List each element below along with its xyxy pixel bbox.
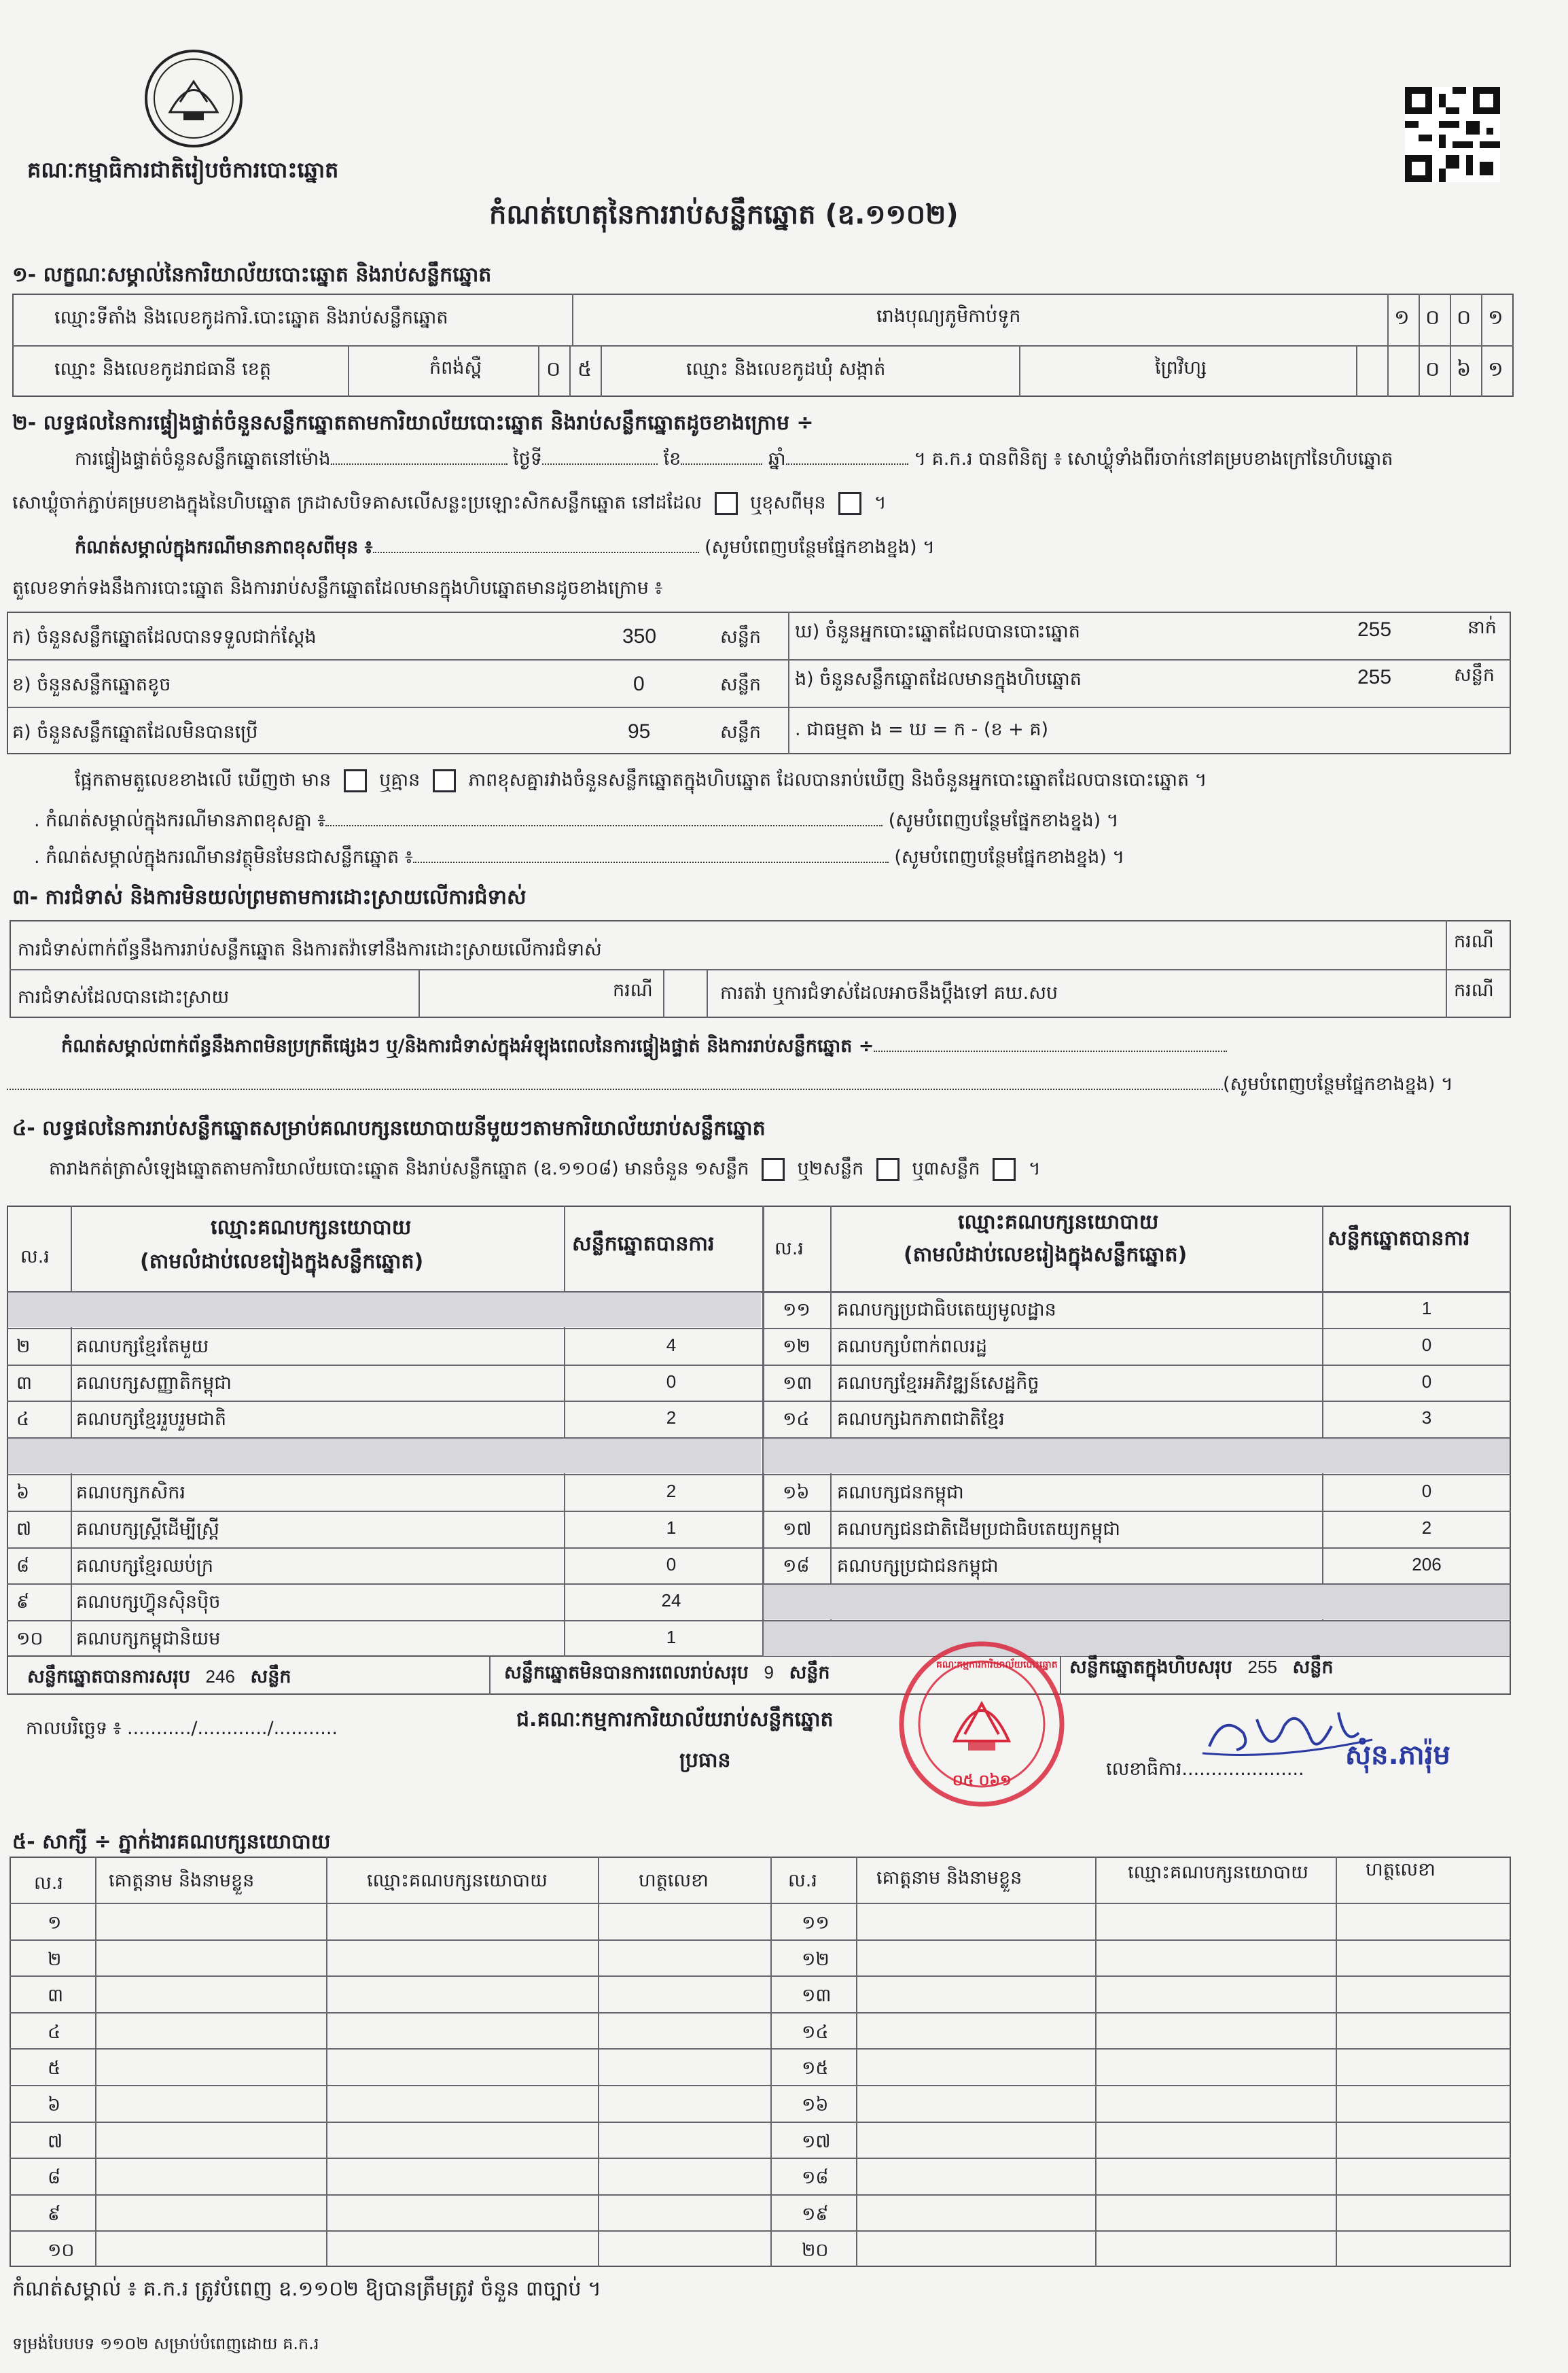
count-row-b-value: 0	[633, 673, 645, 695]
results-row-shaded	[764, 1585, 1510, 1619]
results-row-divider	[7, 1583, 762, 1585]
witness-row-no-right: ១៩	[802, 2203, 829, 2225]
count-row-c-unit: សន្លឹក	[720, 722, 761, 743]
results-row-divider	[762, 1511, 1511, 1512]
witness-row-no-right: ១១	[802, 1912, 830, 1933]
results-row-divider	[7, 1401, 762, 1402]
form-title: កំណត់ហេតុនៃការរាប់សន្លឹកឆ្នោត (ឧ.១១០២)	[489, 199, 959, 230]
result-row-no: ១៧	[783, 1518, 812, 1540]
witness-row-no-right: ១៥	[802, 2058, 829, 2079]
checkbox-same[interactable]	[715, 492, 738, 515]
committee-name: គណៈកម្មាធិការជាតិរៀបចំការបោះឆ្នោត	[27, 157, 339, 183]
results-row-divider	[762, 1401, 1511, 1402]
commune-code-1: ០	[1425, 358, 1440, 381]
witness-row-no-left: ៥	[48, 2058, 61, 2079]
result-row-votes: 3	[1421, 1407, 1432, 1428]
results-row-divider	[762, 1547, 1511, 1549]
section2-check-line: ផ្អែកតាមតួលេខខាងលើ ឃើញថា មាន ឬគ្មាន ភាពខុសគ្នារវាងចំនួនសន្លឹកឆ្នោតក្នុងហិបឆ្នោត ដែលបានរាប់ឃើញ និងចំនួនអ្នកបោះឆ្នោតដែលបានបោះឆ្នោត ។	[75, 769, 1207, 792]
result-row-no: ៨	[16, 1555, 30, 1577]
result-row-votes: 0	[666, 1371, 677, 1392]
commune-code-2: ៦	[1457, 358, 1472, 381]
chair-label: ប្រធាន	[679, 1748, 731, 1772]
official-stamp	[883, 1639, 1080, 1809]
commune-name: ព្រៃវិហ្ស	[1155, 357, 1207, 379]
results-row-divider	[7, 1620, 762, 1621]
witness-row-divider	[10, 2158, 1511, 2159]
witness-row-no-left: ៤	[48, 2021, 61, 2043]
results-col-no-left: ល.រ	[20, 1246, 50, 1267]
results-row-divider	[7, 1511, 762, 1512]
committee-sign-label: ជ.គណៈកម្មការការិយាល័យរាប់សន្លឹកឆ្នោត	[516, 1708, 834, 1732]
result-row-party: គណបក្សស្ត្រីដើម្បីស្ត្រី	[76, 1518, 219, 1540]
witness-row-divider	[10, 1939, 1511, 1941]
witness-row-divider	[10, 1903, 1511, 1904]
result-row-party: គណបក្សកម្ពុជានិយម	[76, 1628, 221, 1650]
results-row-divider	[762, 1474, 1511, 1475]
result-row-no: ១៨	[783, 1555, 810, 1577]
results-col-party-sub-right: (តាមលំដាប់លេខរៀងក្នុងសន្លឹកឆ្នោត)	[904, 1243, 1188, 1267]
footer-note: កំណត់សម្គាល់ ៖ គ.ក.រ ត្រូវបំពេញ ឧ.១១០២ ឱ្យបានត្រឹមត្រូវ ចំនួន ៣ច្បាប់ ។	[12, 2277, 601, 2301]
province-label: ឈ្មោះ និងលេខកូដរាជធានី ខេត្ត	[54, 359, 272, 380]
witness-row-no-left: ២	[48, 1948, 62, 1970]
stamp-code: ០៥ ០៦១	[952, 1772, 1012, 1789]
witness-table	[10, 1857, 1511, 2267]
section2-line1: ការផ្ទៀងផ្ទាត់ចំនួនសន្លឹកឆ្នោតនៅម៉ោង ថ្ងៃទី ខែ ឆ្នាំ ។ គ.ក.រ បានពិនិត្យ ៖ សោឃ្លុំទាំងពីរចាក់នៅគម្របខាងក្រៅនៃហិបឆ្នោត	[75, 449, 1393, 470]
witness-row-no-right: ១៣	[802, 1985, 832, 2007]
results-col-party-sub-left: (តាមលំដាប់លេខរៀងក្នុងសន្លឹកឆ្នោត)	[140, 1250, 424, 1273]
footer-form-ref: ទម្រង់បែបបទ ១១០២ សម្រាប់បំពេញដោយ គ.ក.រ	[12, 2334, 319, 2353]
result-row-votes: 0	[1421, 1371, 1432, 1392]
result-row-votes: 206	[1412, 1553, 1442, 1575]
result-row-votes: 2	[666, 1481, 677, 1501]
witness-row-divider	[10, 2194, 1511, 2196]
witness-row-divider	[10, 2048, 1511, 2050]
section2-note-invalid: . កំណត់សម្គាល់ក្នុងករណីមានវត្ថុមិនមែនជាសន្លឹកឆ្នោត ៖ (សូមបំពេញបន្ថែមផ្នែកខាងខ្នង) ។	[34, 847, 1125, 868]
count-row-b-unit: សន្លឹក	[720, 674, 761, 695]
station-code-2: ០	[1425, 306, 1440, 329]
result-row-no: ៤	[16, 1409, 30, 1430]
checkbox-different[interactable]	[838, 492, 861, 515]
section1-heading: ១- លក្ខណៈសម្គាល់នៃការិយាល័យបោះឆ្នោត និងរាប់សន្លឹកឆ្នោត	[12, 263, 492, 287]
witness-row-no-left: ១	[48, 1912, 62, 1933]
witness-row-no-right: ១៦	[802, 2094, 829, 2115]
witness-row-divider	[10, 1975, 1511, 1977]
results-row-divider	[7, 1328, 762, 1329]
result-row-party: គណបក្សបំពាក់ពលរដ្ឋ	[837, 1335, 987, 1357]
objection-row2-unit: ករណី	[613, 980, 653, 1001]
count-row-b-label: ខ) ចំនួនសន្លឹកឆ្នោតខូច	[12, 674, 171, 695]
witness-row-no-left: ១០	[48, 2240, 75, 2262]
commune-label: ឈ្មោះ និងលេខកូដឃុំ សង្កាត់	[686, 359, 886, 380]
objection-row2-label: ការជំទាស់ដែលបានដោះស្រាយ	[18, 987, 230, 1008]
witness-col-name-right: គោត្តនាម និងនាមខ្លួន	[876, 1867, 1022, 1888]
result-row-votes: 1	[666, 1517, 677, 1538]
witness-col-name-left: គោត្តនាម និងនាមខ្លួន	[109, 1870, 255, 1891]
result-row-party: គណបក្សសញ្ញាតិកម្ពុជា	[76, 1372, 232, 1394]
result-row-party: គណបក្សប្រជាធិបតេយ្យមូលដ្ឋាន	[837, 1299, 1056, 1320]
results-col-no-right: ល.រ	[774, 1238, 804, 1259]
count-row-e-unit: សន្លឹក	[1454, 665, 1495, 686]
station-name: រោងបុណ្យភូមិកាប់ទូក	[876, 306, 1021, 327]
station-label: ឈ្មោះទីតាំង និងលេខកូដការិ.បោះឆ្នោត និងរាប់សន្លឹកឆ្នោត	[54, 307, 448, 328]
qr-code	[1405, 87, 1500, 182]
objection-row1-unit: ករណី	[1454, 931, 1494, 952]
result-row-no: ១១	[783, 1299, 810, 1320]
date-field: កាលបរិច្ឆេទ ៖ .........../............/...........	[26, 1718, 338, 1739]
objection-row2-right-unit: ករណី	[1454, 980, 1494, 1001]
results-row-shaded	[764, 1621, 1510, 1656]
result-row-votes: 0	[1421, 1334, 1432, 1355]
result-row-votes: 1	[1421, 1298, 1432, 1318]
witness-row-divider	[10, 2230, 1511, 2232]
station-code-1: ១	[1394, 306, 1410, 329]
result-row-no: ១០	[16, 1628, 43, 1650]
witness-row-divider	[10, 2085, 1511, 2086]
results-col-votes-right: សន្លឹកឆ្នោតបានការ	[1328, 1227, 1470, 1250]
result-row-party: គណបក្សហ៊្វុនស៊ិនប៉ិច	[76, 1592, 221, 1613]
checkbox-has-diff[interactable]	[344, 769, 367, 792]
result-row-votes: 4	[666, 1334, 677, 1355]
result-row-no: ១៣	[783, 1372, 813, 1394]
results-row-divider	[762, 1365, 1511, 1366]
commune-code-3: ១	[1488, 358, 1503, 381]
section4-heading: ៤- លទ្ធផលនៃការរាប់សន្លឹកឆ្នោតសម្រាប់គណបក្សនយោបាយនីមួយៗតាមការិយាល័យរាប់សន្លឹកឆ្នោត	[12, 1117, 766, 1140]
result-row-party: គណបក្សប្រជាជនកម្ពុជា	[837, 1555, 999, 1577]
result-row-votes: 24	[661, 1590, 681, 1611]
result-row-party: គណបក្សខ្មែរអភិវឌ្ឍន៍សេដ្ឋកិច្ច	[837, 1372, 1039, 1394]
checkbox-1-sheet[interactable]	[762, 1158, 785, 1181]
witness-row-no-left: ៦	[48, 2094, 61, 2115]
section2-intro: តួលេខទាក់ទងនឹងការបោះឆ្នោត និងការរាប់សន្លឹកឆ្នោតដែលមានក្នុងហិបឆ្នោតមានដូចខាងក្រោម ៖	[12, 578, 663, 599]
count-row-a-label: ក) ចំនួនសន្លឹកឆ្នោតដែលបានទទួលជាក់ស្តែង	[12, 627, 317, 648]
result-row-party: គណបក្សកសិករ	[76, 1482, 185, 1503]
province-code-2: ៥	[577, 358, 592, 381]
result-row-votes: 2	[666, 1407, 677, 1428]
section3-heading: ៣- ការជំទាស់ និងការមិនយល់ព្រមតាមការដោះស្រាយលើការជំទាស់	[12, 885, 527, 909]
section2-line2: សោឃ្លុំចាក់ភ្ជាប់គម្របខាងក្នុងនៃហិបឆ្នោត ក្រដាសបិទគាសលើសន្លះប្រឡោះសិកសន្លឹកឆ្នោត នៅដដែល ឬខុសពីមុន ។	[12, 492, 887, 515]
result-row-votes: 1	[666, 1627, 677, 1648]
result-row-votes: 0	[666, 1553, 677, 1575]
results-row-shaded	[8, 1439, 761, 1473]
count-formula: . ជាធម្មតា ង = ឃ = ក - (ខ + គ)	[795, 719, 1049, 740]
signature	[1196, 1685, 1495, 1801]
results-col-votes-left: សន្លឹកឆ្នោតបានការ	[572, 1232, 715, 1256]
result-row-no: ៣	[16, 1372, 33, 1394]
count-row-e-label: ង) ចំនួនសន្លឹកឆ្នោតដែលមានក្នុងហិបឆ្នោត	[795, 669, 1082, 690]
result-row-votes: 2	[1421, 1517, 1432, 1538]
section5-heading: ៥- សាក្សី ÷ ភ្នាក់ងារគណបក្សនយោបាយ	[12, 1830, 331, 1854]
results-row-shaded	[764, 1439, 1510, 1473]
witness-col-sign-left: ហត្ថលេខា	[639, 1870, 709, 1891]
count-row-a-value: 350	[622, 625, 657, 648]
witness-col-party-left: ឈ្មោះគណបក្សនយោបាយ	[367, 1870, 548, 1891]
result-row-party: គណបក្សឯកភាពជាតិខ្មែរ	[837, 1409, 1005, 1430]
results-row-shaded	[8, 1293, 761, 1327]
witness-row-no-right: ១៨	[802, 2167, 829, 2189]
valid-total: សន្លឹកឆ្នោតបានការសរុប 246 សន្លឹក	[27, 1666, 291, 1687]
province-name: កំពង់ស្ពឺ	[429, 357, 482, 379]
count-row-c-label: គ) ចំនួនសន្លឹកឆ្នោតដែលមិនបានប្រើ	[12, 722, 258, 743]
results-row-divider	[7, 1547, 762, 1549]
results-col-party-left: ឈ្មោះគណបក្សនយោបាយ	[211, 1216, 412, 1240]
invalid-total: សន្លឹកឆ្នោតមិនបានការពេលរាប់សរុប 9 សន្លឹក	[504, 1662, 830, 1683]
result-row-party: គណបក្សជនកម្ពុជា	[837, 1482, 964, 1503]
witness-row-no-left: ៧	[48, 2130, 63, 2152]
count-row-d-unit: នាក់	[1467, 617, 1497, 638]
witness-row-no-right: ១៧	[802, 2130, 831, 2152]
station-code-3: ០	[1457, 306, 1472, 329]
result-row-votes: 0	[1421, 1481, 1432, 1501]
section2-heading: ២- លទ្ធផលនៃការផ្ទៀងផ្ទាត់ចំនួនសន្លឹកឆ្នោតតាមការិយាល័យបោះឆ្នោត និងរាប់សន្លឹកឆ្នោតដូចខាងក្រោម ÷	[12, 411, 814, 435]
result-row-no: ១៤	[783, 1409, 810, 1430]
checkbox-3-sheets[interactable]	[993, 1158, 1016, 1181]
count-row-a-unit: សន្លឹក	[720, 627, 761, 648]
result-row-no: ៦	[16, 1482, 30, 1503]
witness-row-no-left: ៣	[48, 1985, 64, 2007]
witness-row-divider	[10, 2122, 1511, 2123]
section2-note-diff2: . កំណត់សម្គាល់ក្នុងករណីមានភាពខុសគ្នា ៖ (សូមបំពេញបន្ថែមផ្នែកខាងខ្នង) ។	[34, 810, 1119, 831]
box-total: សន្លឹកឆ្នោតក្នុងហិបសរុប 255 សន្លឹក	[1069, 1657, 1334, 1678]
witness-row-divider	[10, 2012, 1511, 2014]
count-row-d-value: 255	[1357, 618, 1392, 641]
results-row-divider	[7, 1474, 762, 1475]
signature-name: សុំន.ភារ៉ុម	[1345, 1740, 1450, 1771]
witness-row-no-left: ៩	[48, 2203, 61, 2225]
checkbox-2-sheets[interactable]	[876, 1158, 899, 1181]
result-row-no: ៩	[16, 1592, 30, 1613]
witness-row-no-left: ៨	[48, 2167, 61, 2189]
count-row-d-label: ឃ) ចំនួនអ្នកបោះឆ្នោតដែលបានបោះឆ្នោត	[795, 621, 1080, 642]
witness-col-no-left: ល.រ	[34, 1873, 63, 1894]
witness-row-no-right: ២០	[802, 2240, 829, 2262]
witness-col-party-right: ឈ្មោះគណបក្សនយោបាយ	[1128, 1862, 1308, 1883]
province-code-1: ០	[546, 358, 561, 381]
results-col-party-right: ឈ្មោះគណបក្សនយោបាយ	[958, 1210, 1159, 1234]
section3-note-fill: (សូមបំពេញបន្ថែមផ្នែកខាងខ្នង) ។	[7, 1074, 1453, 1095]
count-row-e-value: 255	[1357, 666, 1392, 688]
station-code-4: ១	[1488, 306, 1503, 329]
stamp-text: គណៈកម្មការការិយាល័យបោះឆ្នោត	[936, 1659, 1058, 1670]
objection-row2-right-label: ការតវ៉ា ឬការជំទាស់ដែលអាចនឹងប្តឹងទៅ គឃ.សប	[720, 983, 1058, 1004]
objection-row1-label: ការជំទាស់ពាក់ព័ន្ធនឹងការរាប់សន្លឹកឆ្នោត និងការតវ៉ាទៅនឹងការដោះស្រាយលើការជំទាស់	[18, 939, 602, 960]
witness-row-no-right: ១៤	[802, 2021, 829, 2043]
result-row-party: គណបក្សជនជាតិដើមប្រជាធិបតេយ្យកម្ពុជា	[837, 1518, 1120, 1540]
result-row-no: ២	[16, 1335, 31, 1357]
witness-row-no-right: ១២	[802, 1948, 830, 1970]
checkbox-no-diff[interactable]	[433, 769, 456, 792]
result-row-party: គណបក្សខ្មែររួបរួមជាតិ	[76, 1409, 226, 1430]
results-row-divider	[762, 1328, 1511, 1329]
section3-note: កំណត់សម្គាល់ពាក់ព័ន្ធនឹងភាពមិនប្រក្រតីផ្សេងៗ ឬ/និងការជំទាស់ក្នុងអំឡុងពេលនៃការផ្ទៀងផ្ទាត់ និងការរាប់សន្លឹកឆ្នោត ÷	[61, 1036, 1227, 1057]
secretary-label: លេខាធិការ.....................	[1106, 1759, 1304, 1780]
witness-col-no-right: ល.រ	[788, 1870, 817, 1891]
count-row-c-value: 95	[628, 720, 651, 743]
result-row-party: គណបក្សខ្មែរតែមួយ	[76, 1335, 209, 1357]
result-row-no: ១២	[783, 1335, 810, 1357]
results-row-divider	[7, 1365, 762, 1366]
section2-note-diff: កំណត់សម្គាល់ក្នុងករណីមានភាពខុសពីមុន ៖ (សូមបំពេញបន្ថែមផ្នែកខាងខ្នង) ។	[75, 537, 935, 558]
witness-col-sign-right: ហត្ថលេខា	[1366, 1859, 1436, 1880]
result-row-party: គណបក្សខ្មែរឈប់ក្រ	[76, 1555, 213, 1577]
section4-intro: តារាងកត់ត្រាសំឡេងឆ្នោតតាមការិយាល័យបោះឆ្នោត និងរាប់សន្លឹកឆ្នោត (ឧ.១១០៨) មានចំនួន ១សន្លឹក ឬ២សន្លឹក ឬ៣សន្លឹក ។	[49, 1158, 1041, 1181]
nec-logo	[143, 48, 245, 150]
result-row-no: ៧	[16, 1518, 32, 1540]
result-row-no: ១៦	[783, 1482, 810, 1503]
